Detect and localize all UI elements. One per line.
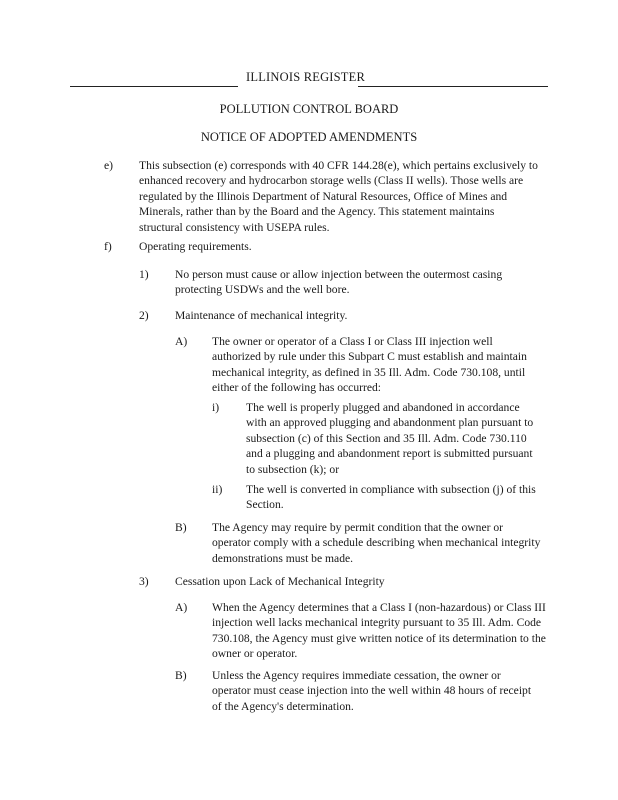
subparagraph-ii-label: ii) <box>212 483 223 496</box>
section-f-text: Operating requirements. <box>139 240 252 253</box>
paragraph-3a-label: A) <box>175 601 188 614</box>
paragraph-2a-label: A) <box>175 335 188 348</box>
paragraph-2-label: 2) <box>139 309 149 322</box>
header-rule-left <box>70 86 238 87</box>
section-e-text: This subsection (e) corresponds with 40 CFR 144.28(e), which pertains exclusively to enhanced recovery and hydrocarbon storage wells (Class II wells). Those wells are regulated by the Illinois Department of Natural Resources, Office of Mines and Minerals, rather than by the Board and the Agency. This statement maintains structural consistency with USEPA rules. <box>139 159 538 234</box>
paragraph-1-text: No person must cause or allow injection between the outermost casing protecting USDWs and the well bore. <box>175 268 503 297</box>
register-title: ILLINOIS REGISTER <box>246 70 366 84</box>
section-e-label: e) <box>104 159 114 172</box>
paragraph-2-text: Maintenance of mechanical integrity. <box>175 309 348 322</box>
paragraph-2a-text: The owner or operator of a Class I or Class III injection well authorized by rule under this Subpart C must establish and maintain mechanical integrity, as defined in 35 Ill. Adm. Code 730.108, until either of the following has occurred: <box>212 335 527 395</box>
paragraph-3b-label: B) <box>175 669 187 682</box>
paragraph-3a-text: When the Agency determines that a Class I (non-hazardous) or Class III injection well lacks mechanical integrity pursuant to 35 Ill. Adm. Code 730.108, the Agency must give written notice of its determination to the owner or operator. <box>212 601 546 661</box>
subparagraph-i-label: i) <box>212 401 220 414</box>
paragraph-2b-text: The Agency may require by permit condition that the owner or operator comply with a schedule describing when mechanical integrity demonstrations must be made. <box>212 521 541 565</box>
paragraph-2b-label: B) <box>175 521 187 534</box>
subparagraph-i-text: The well is properly plugged and abandoned in accordance with an approved plugging and abandonment plan pursuant to subsection (c) of this Section and 35 Ill. Adm. Code 730.110 and a plugging and abandonment report is submitted pursuant to subsection (k); or <box>246 401 534 476</box>
paragraph-3b-text: Unless the Agency requires immediate cessation, the owner or operator must cease injection into the well within 48 hours of receipt of the Agency's determination. <box>212 669 532 713</box>
paragraph-3-text: Cessation upon Lack of Mechanical Integrity <box>175 575 385 588</box>
section-f-label: f) <box>104 240 112 253</box>
board-title: POLLUTION CONTROL BOARD <box>219 102 399 116</box>
header-rule-right <box>358 86 548 87</box>
subparagraph-ii-text: The well is converted in compliance with subsection (j) of this Section. <box>246 483 536 512</box>
paragraph-1-label: 1) <box>139 268 149 281</box>
paragraph-3-label: 3) <box>139 575 149 588</box>
notice-title: NOTICE OF ADOPTED AMENDMENTS <box>200 130 418 144</box>
